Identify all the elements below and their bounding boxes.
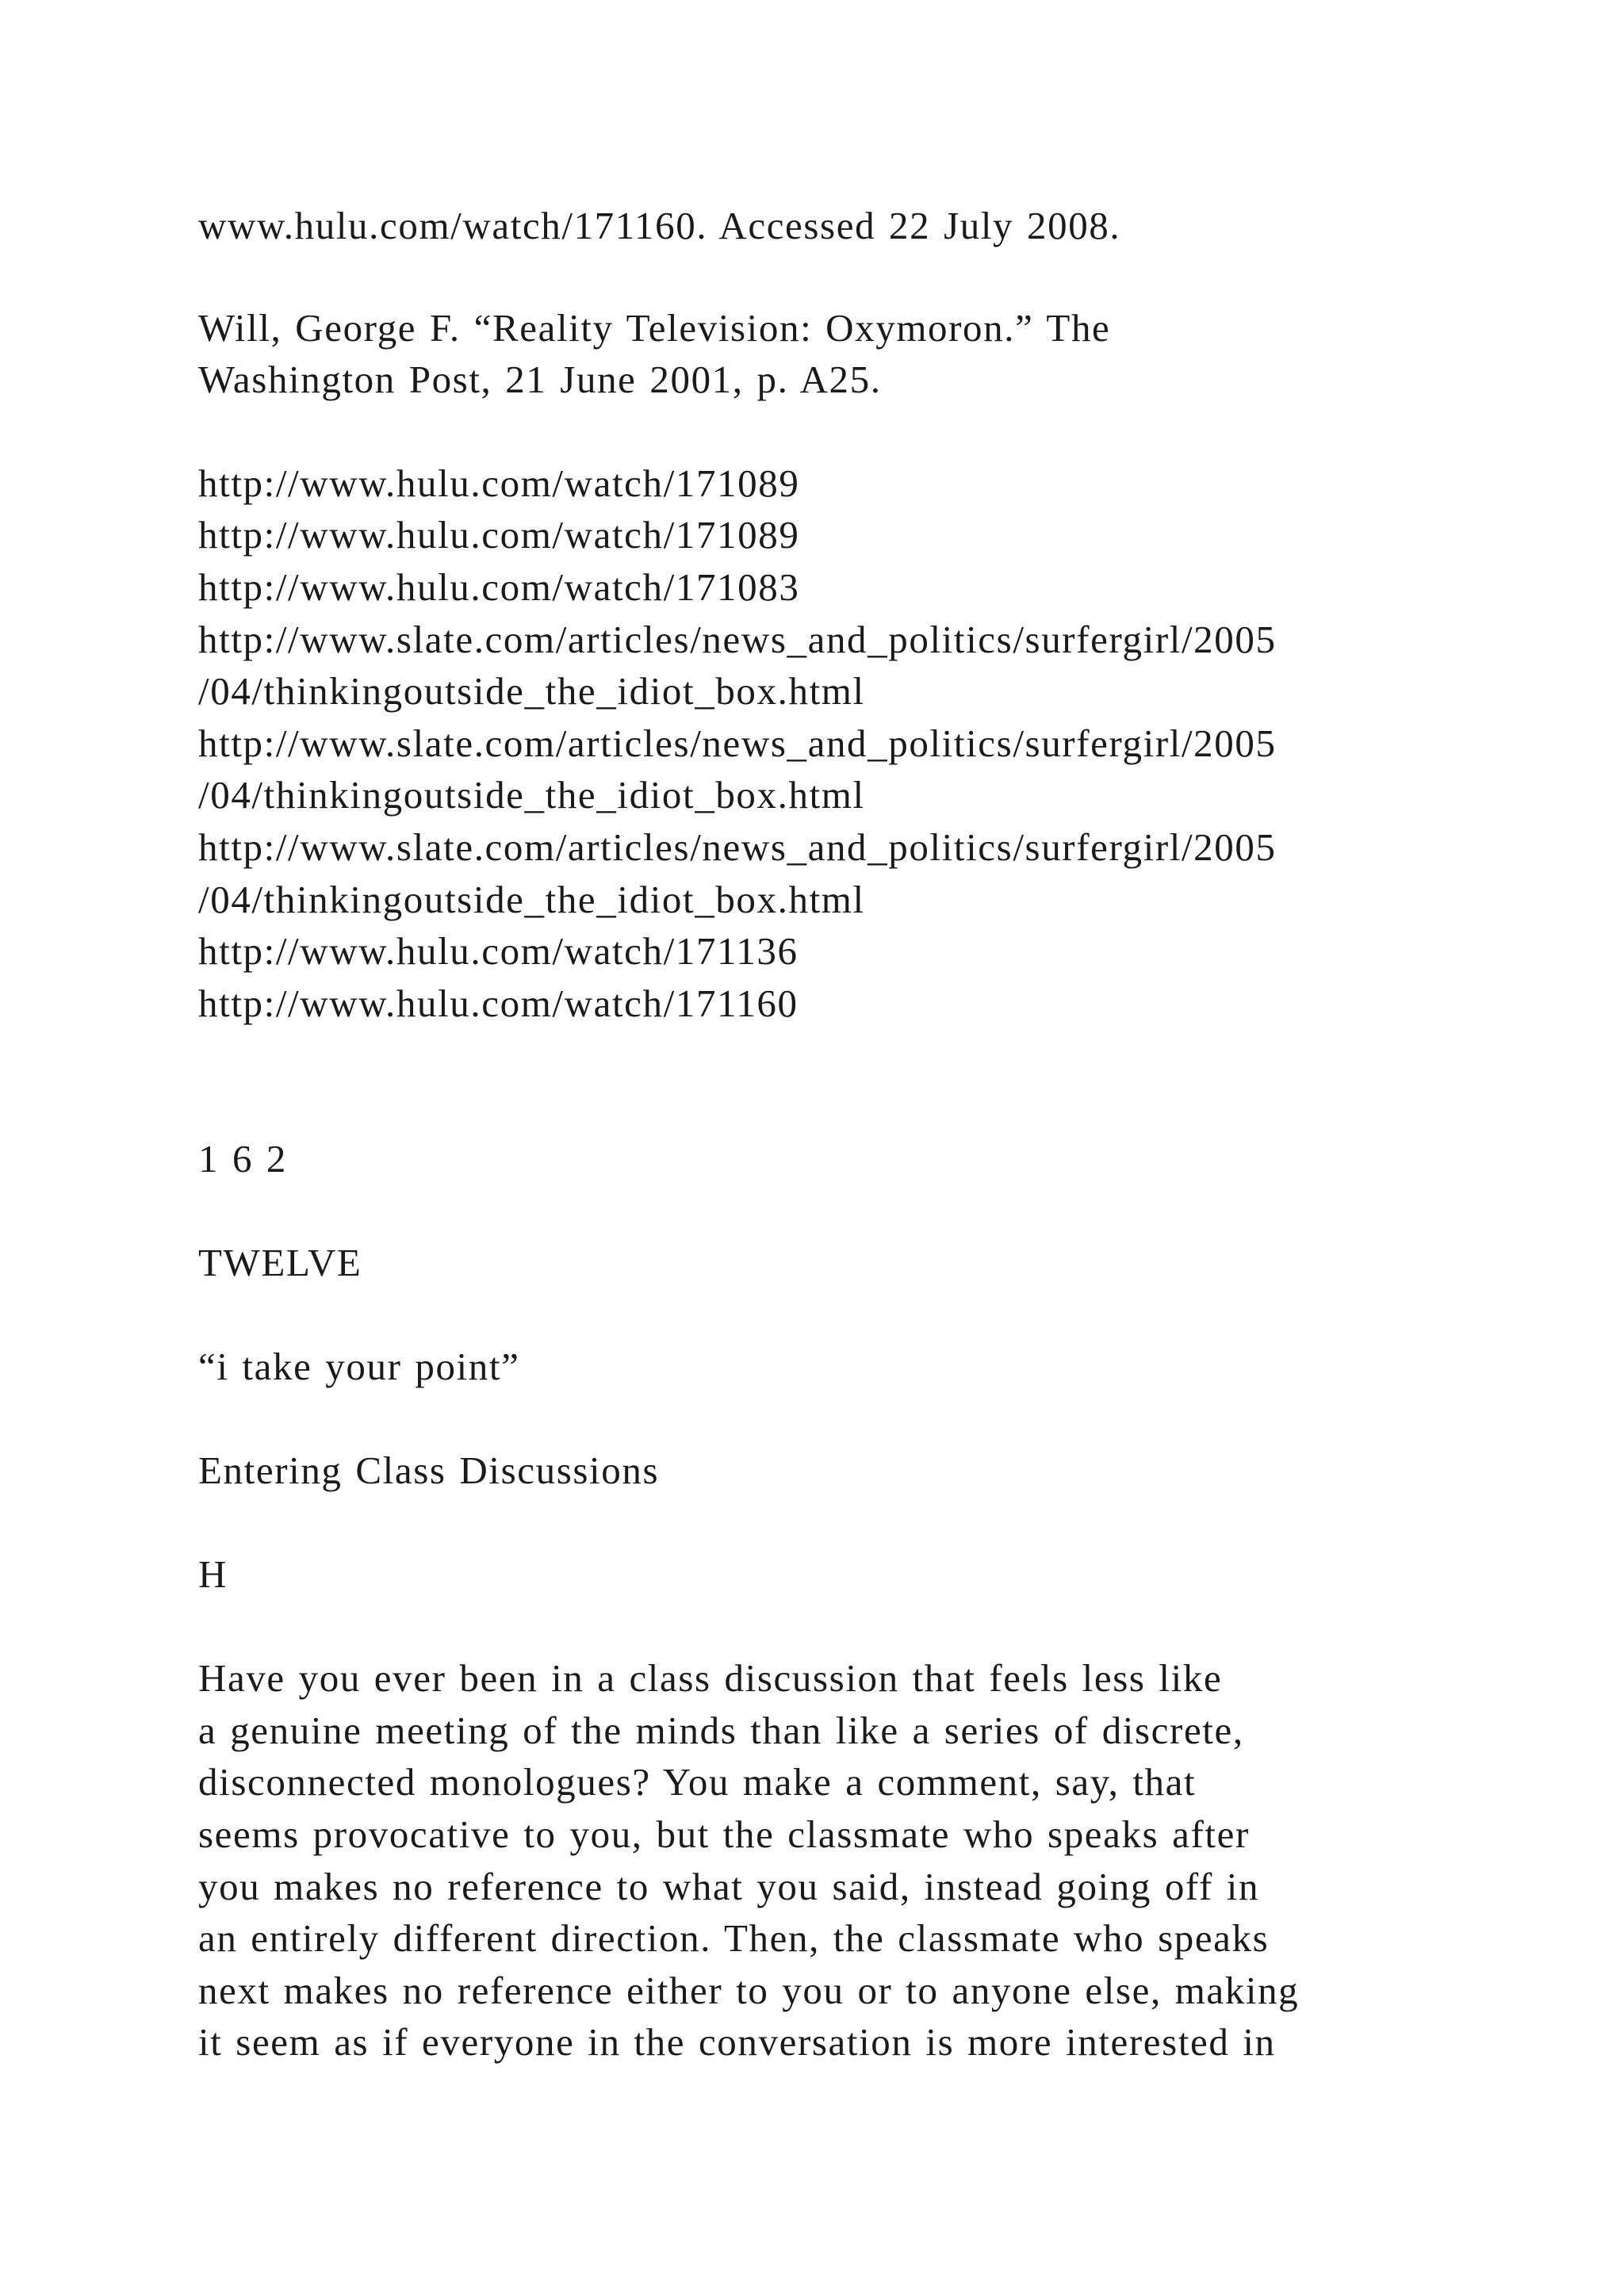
body-line: Have you ever been in a class discussion that feels less like xyxy=(198,1656,1223,1700)
link-url[interactable]: http://www.hulu.com/watch/171160 xyxy=(198,982,799,1025)
body-line: disconnected monologues? You make a comment, say, that xyxy=(198,1760,1197,1804)
link-url[interactable]: http://www.hulu.com/watch/171083 xyxy=(198,565,800,609)
link-url[interactable]: http://www.slate.com/articles/news_and_politics/surfergirl/2005 xyxy=(198,825,1277,869)
chapter-subtitle: Entering Class Discussions xyxy=(198,1448,660,1492)
link-url-continued[interactable]: /04/thinkingoutside_the_idiot_box.html xyxy=(198,669,865,713)
link-url[interactable]: http://www.slate.com/articles/news_and_politics/surfergirl/2005 xyxy=(198,618,1277,661)
body-line: an entirely different direction. Then, the classmate who speaks xyxy=(198,1916,1270,1960)
body-line: next makes no reference either to you or to anyone else, making xyxy=(198,1969,1300,2012)
citation-will-line-1: Will, George F. “Reality Television: Oxymoron.” The xyxy=(198,306,1111,350)
citation-hulu-tail: www.hulu.com/watch/171160. Accessed 22 July 2008. xyxy=(198,204,1121,247)
link-url[interactable]: http://www.slate.com/articles/news_and_politics/surfergirl/2005 xyxy=(198,721,1277,765)
chapter-title: “i take your point” xyxy=(198,1345,520,1388)
link-url[interactable]: http://www.hulu.com/watch/171136 xyxy=(198,929,799,973)
page-number: 1 6 2 xyxy=(198,1137,287,1181)
link-url-continued[interactable]: /04/thinkingoutside_the_idiot_box.html xyxy=(198,773,865,817)
citation-will-line-2: Washington Post, 21 June 2001, p. A25. xyxy=(198,358,882,401)
drop-cap: H xyxy=(198,1552,228,1596)
link-url[interactable]: http://www.hulu.com/watch/171089 xyxy=(198,461,800,505)
body-line: you makes no reference to what you said, instead going off in xyxy=(198,1865,1260,1908)
link-url-continued[interactable]: /04/thinkingoutside_the_idiot_box.html xyxy=(198,878,865,921)
body-line: a genuine meeting of the minds than like a series of discrete, xyxy=(198,1709,1244,1752)
body-line: it seem as if everyone in the conversation is more interested in xyxy=(198,2020,1276,2064)
chapter-number: TWELVE xyxy=(198,1241,362,1284)
link-url[interactable]: http://www.hulu.com/watch/171089 xyxy=(198,513,800,557)
body-line: seems provocative to you, but the classmate who speaks after xyxy=(198,1812,1250,1856)
